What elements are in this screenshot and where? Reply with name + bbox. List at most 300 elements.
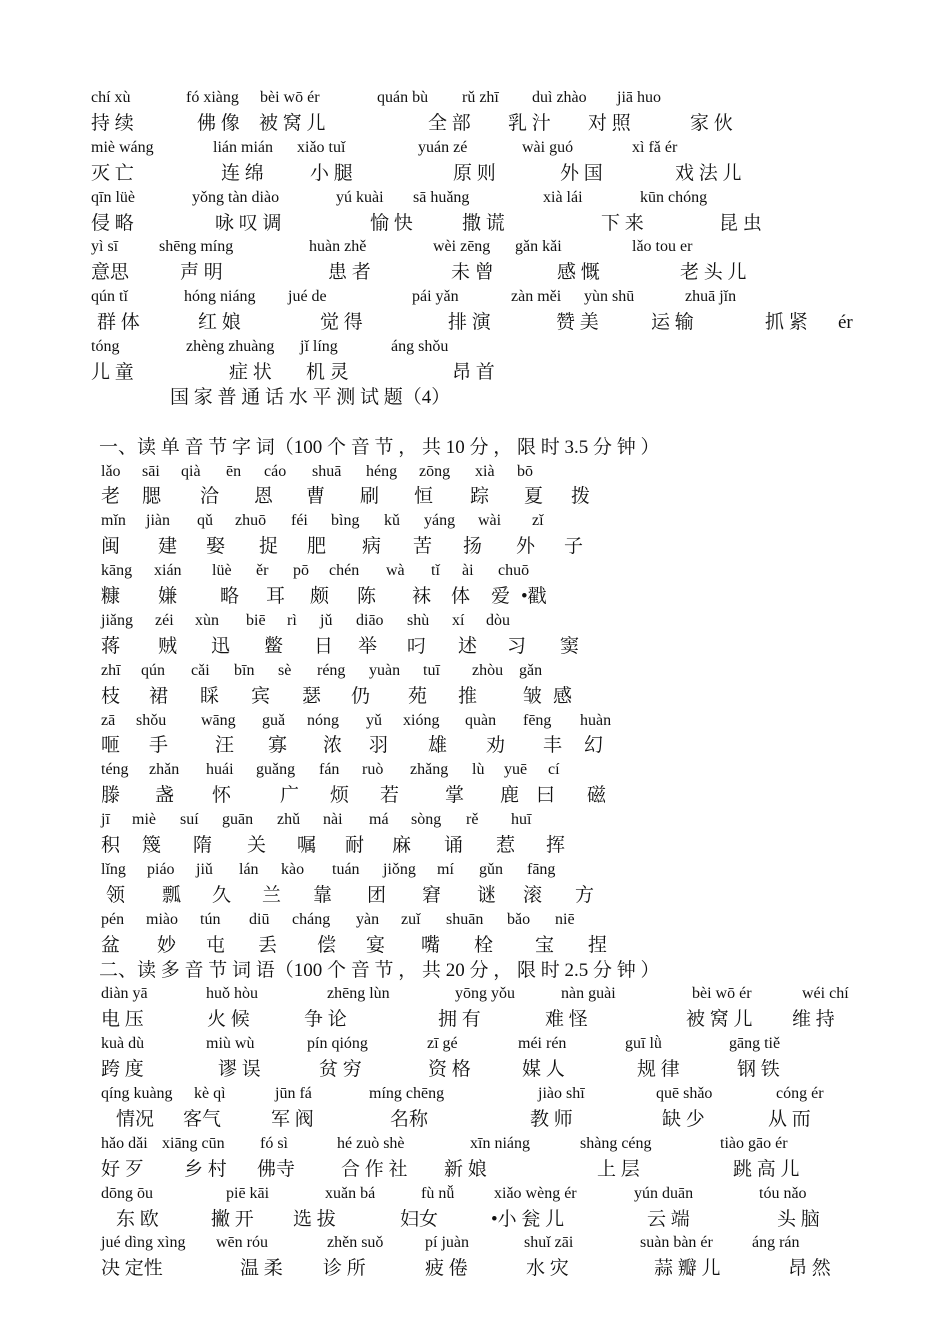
pinyin-word: chuō bbox=[498, 562, 530, 580]
hanzi-word: 被 窝 儿 bbox=[686, 1009, 753, 1031]
hanzi-word: 恩 bbox=[254, 486, 274, 508]
hanzi-word: 广 bbox=[280, 785, 300, 807]
hanzi-word: 谜 bbox=[477, 884, 497, 906]
pinyin-word: lán bbox=[239, 860, 259, 878]
pinyin-word: qún bbox=[141, 661, 165, 679]
hanzi-word: 夏 bbox=[524, 486, 544, 508]
hanzi-word: 电 压 bbox=[101, 1009, 144, 1031]
pinyin-word: kǔ bbox=[384, 512, 400, 530]
hanzi-word: 家 伙 bbox=[690, 112, 733, 134]
pinyin-word: tún bbox=[200, 910, 221, 928]
hanzi-word: 红 娘 bbox=[198, 312, 241, 334]
pinyin-word: pén bbox=[101, 910, 125, 928]
pinyin-word: féi bbox=[291, 512, 308, 530]
pinyin-word: qíng kuàng bbox=[101, 1085, 173, 1102]
pinyin-word: qià bbox=[181, 462, 201, 480]
hanzi-word: 外 国 bbox=[560, 162, 603, 184]
pinyin-word: rì bbox=[287, 611, 297, 629]
pinyin-word: zhēng lùn bbox=[327, 985, 390, 1003]
hanzi-word: 叼 bbox=[407, 635, 427, 657]
pinyin-word: shēng míng bbox=[159, 238, 234, 256]
pinyin-word: xì fǎ ér bbox=[632, 138, 678, 156]
pinyin-word: lǎo bbox=[101, 462, 121, 480]
pinyin-word: cǎi bbox=[191, 661, 210, 679]
pinyin-word: shù bbox=[407, 611, 430, 629]
pinyin-word: cí bbox=[548, 761, 560, 779]
section-heading bbox=[0, 436, 950, 465]
pinyin-word: dòu bbox=[486, 611, 510, 629]
pinyin-word: fāng bbox=[527, 860, 556, 878]
hanzi-word: 子 bbox=[564, 536, 584, 558]
hanzi-word: 鹿 bbox=[500, 785, 520, 807]
hanzi-word: 宴 bbox=[366, 934, 386, 956]
pinyin-word: bō bbox=[517, 462, 533, 480]
pinyin-word: héng bbox=[366, 462, 398, 480]
hanzi-line bbox=[0, 737, 950, 763]
hanzi-word: 惹 bbox=[496, 835, 516, 856]
pinyin-word: rě bbox=[466, 811, 479, 829]
pinyin-word: guān bbox=[222, 811, 254, 829]
hanzi-word: 新 娘 bbox=[444, 1158, 487, 1180]
hanzi-word: 苑 bbox=[408, 685, 428, 707]
hanzi-word: 侵 略 bbox=[91, 212, 134, 234]
pinyin-word: diāo bbox=[356, 611, 384, 629]
hanzi-word: 烦 bbox=[330, 785, 350, 807]
hanzi-word: 撇 开 bbox=[211, 1208, 254, 1230]
pinyin-word: yuàn bbox=[369, 661, 401, 679]
hanzi-word: 篾 bbox=[142, 835, 162, 856]
pinyin-word: bīn bbox=[234, 661, 255, 679]
hanzi-word: 声 明 bbox=[180, 262, 223, 284]
pinyin-word: yǒng tàn diào bbox=[192, 188, 280, 206]
hanzi-word: 嫌 bbox=[158, 586, 178, 607]
hanzi-word: 栓 bbox=[474, 934, 494, 956]
hanzi-word: 仍 bbox=[351, 685, 371, 707]
hanzi-word: 云 端 bbox=[647, 1208, 690, 1230]
hanzi-word: 老 头 儿 bbox=[680, 262, 747, 284]
hanzi-line bbox=[0, 1208, 950, 1237]
hanzi-line bbox=[0, 635, 950, 664]
hanzi-word: 睬 bbox=[200, 685, 220, 707]
hanzi-word: 情况 bbox=[116, 1108, 155, 1130]
hanzi-word: 咏 叹 调 bbox=[215, 212, 282, 234]
pinyin-word: lù bbox=[472, 761, 485, 779]
pinyin-word: dōng ōu bbox=[101, 1184, 153, 1202]
pinyin-word: jué de bbox=[288, 288, 327, 306]
pinyin-word: hǎo dǎi bbox=[101, 1134, 148, 1152]
hanzi-word: 娶 bbox=[206, 536, 226, 558]
hanzi-word: 疲 倦 bbox=[425, 1258, 468, 1280]
pinyin-word: sè bbox=[278, 661, 292, 679]
hanzi-word: 述 bbox=[458, 635, 478, 657]
hanzi-word: 建 bbox=[158, 536, 178, 558]
pinyin-word: cóng ér bbox=[776, 1085, 824, 1102]
pinyin-word: zā bbox=[101, 711, 116, 729]
hanzi-word: 客气 bbox=[183, 1108, 222, 1130]
hanzi-word: 浓 bbox=[323, 735, 343, 757]
hanzi-word: 盆 bbox=[101, 934, 121, 956]
hanzi-word: 耐 bbox=[345, 835, 365, 856]
hanzi-word: 规 律 bbox=[637, 1059, 680, 1081]
pinyin-word: xuǎn bá bbox=[325, 1184, 376, 1202]
pinyin-word: fù nǚ bbox=[421, 1184, 455, 1202]
hanzi-line bbox=[0, 212, 950, 241]
pinyin-word: shǒu bbox=[136, 711, 167, 729]
hanzi-line bbox=[0, 361, 950, 390]
hanzi-word: 昂 然 bbox=[788, 1258, 831, 1280]
hanzi-word: 诊 所 bbox=[323, 1258, 366, 1280]
hanzi-word: 裙 bbox=[149, 685, 169, 707]
hanzi-line bbox=[0, 1158, 950, 1187]
hanzi-line bbox=[0, 1260, 950, 1286]
hanzi-word: 捏 bbox=[588, 934, 608, 956]
pinyin-word: pái yǎn bbox=[412, 288, 459, 306]
hanzi-word: 恒 bbox=[414, 486, 434, 508]
pinyin-word: xiāng cūn bbox=[162, 1134, 225, 1152]
pinyin-word: rǔ zhī bbox=[462, 89, 499, 106]
hanzi-word: 连 绵 bbox=[221, 162, 264, 184]
hanzi-word: 乡 村 bbox=[184, 1158, 227, 1180]
pinyin-word: miù wù bbox=[206, 1035, 255, 1053]
pinyin-line bbox=[0, 663, 950, 689]
hanzi-word: 久 bbox=[212, 884, 232, 906]
hanzi-word: 排 演 bbox=[448, 312, 491, 334]
hanzi-word: 幻 bbox=[584, 735, 604, 757]
hanzi-word: 举 bbox=[358, 635, 378, 657]
pinyin-word: gǎn kǎi bbox=[515, 238, 562, 256]
hanzi-word: 屯 bbox=[206, 934, 226, 956]
pinyin-word: piē kāi bbox=[226, 1184, 270, 1202]
hanzi-word: 方 bbox=[575, 884, 595, 906]
hanzi-word: 儿 童 bbox=[91, 361, 134, 383]
hanzi-word: 钢 铁 bbox=[737, 1059, 780, 1081]
hanzi-word: 手 bbox=[149, 735, 169, 757]
hanzi-word: 贫 穷 bbox=[319, 1059, 362, 1081]
hanzi-word: 贼 bbox=[158, 635, 178, 657]
pinyin-word: suí bbox=[180, 811, 199, 829]
pinyin-word: qún tǐ bbox=[91, 288, 128, 306]
hanzi-word: 缺 少 bbox=[662, 1108, 705, 1130]
pinyin-word: qīn lüè bbox=[91, 188, 135, 206]
hanzi-word: 窘 bbox=[422, 884, 442, 906]
pinyin-word: wéi chí bbox=[802, 985, 849, 1003]
hanzi-line bbox=[0, 1061, 950, 1087]
pinyin-word: piáo bbox=[147, 860, 175, 878]
hanzi-word: 推 bbox=[458, 685, 478, 707]
pinyin-word: yǔ bbox=[366, 711, 382, 729]
hanzi-line bbox=[0, 112, 950, 141]
hanzi-word: 名称 bbox=[390, 1108, 429, 1130]
pinyin-word: shuǐ zāi bbox=[524, 1234, 574, 1252]
pinyin-word: sòng bbox=[411, 811, 442, 829]
pinyin-word: míng chēng bbox=[369, 1085, 445, 1102]
hanzi-word: 腮 bbox=[142, 486, 162, 508]
hanzi-word: 隋 bbox=[193, 835, 213, 856]
hanzi-word: 挥 bbox=[546, 835, 566, 856]
pinyin-word: wài guó bbox=[522, 138, 574, 156]
hanzi-word: 怀 bbox=[212, 785, 232, 807]
pinyin-word: xià lái bbox=[543, 188, 583, 206]
pinyin-word: xióng bbox=[403, 711, 440, 729]
pinyin-word: kuà dù bbox=[101, 1035, 145, 1053]
hanzi-word: 瓢 bbox=[162, 884, 182, 906]
pinyin-word: zéi bbox=[155, 611, 174, 629]
pinyin-word: jiā huo bbox=[617, 89, 661, 106]
hanzi-word: 撒 谎 bbox=[462, 212, 505, 234]
pinyin-word: fēng bbox=[523, 711, 552, 729]
hanzi-word: 宾 bbox=[251, 685, 271, 707]
pinyin-word: wāng bbox=[201, 711, 236, 729]
pinyin-word: huái bbox=[206, 761, 234, 779]
pinyin-word: ruò bbox=[362, 761, 384, 779]
pinyin-word: yú kuài bbox=[336, 188, 384, 206]
hanzi-word: 感 慨 bbox=[557, 262, 600, 284]
hanzi-word: 陈 bbox=[357, 586, 377, 607]
hanzi-word: 小 腿 bbox=[310, 162, 353, 184]
pinyin-word: xí bbox=[452, 611, 465, 629]
hanzi-word: 赞 美 bbox=[556, 312, 599, 334]
pinyin-line bbox=[0, 912, 950, 938]
hanzi-line bbox=[0, 837, 950, 863]
pinyin-word: bǎo bbox=[507, 910, 531, 928]
hanzi-word: 好 歹 bbox=[101, 1158, 144, 1180]
pinyin-word: diàn yā bbox=[101, 985, 148, 1003]
pinyin-word: jiào shī bbox=[538, 1085, 585, 1102]
hanzi-word: 抓 紧 bbox=[765, 312, 808, 334]
pinyin-word: kào bbox=[281, 860, 305, 878]
hanzi-word: 佛 像 bbox=[197, 112, 240, 134]
pinyin-word: yōng yǒu bbox=[455, 985, 515, 1003]
hanzi-word: 昂 首 bbox=[452, 361, 495, 383]
hanzi-word: 诵 bbox=[444, 835, 464, 856]
hanzi-word: 捉 bbox=[259, 536, 279, 558]
pinyin-word: má bbox=[369, 811, 389, 829]
test-title: 国 家 普 通 话 水 平 测 试 题（4） bbox=[170, 386, 451, 408]
pinyin-word: yún duān bbox=[634, 1184, 694, 1202]
pinyin-word: quàn bbox=[465, 711, 497, 729]
pinyin-word: tóu nǎo bbox=[759, 1184, 807, 1202]
pinyin-word: nóng bbox=[307, 711, 339, 729]
hanzi-word: 东 欧 bbox=[116, 1208, 159, 1230]
hanzi-word: 火 候 bbox=[207, 1009, 250, 1031]
pinyin-word: hóng niáng bbox=[184, 288, 256, 306]
pinyin-word: lǎo tou er bbox=[632, 238, 693, 256]
pinyin-word: guī lǜ bbox=[625, 1035, 662, 1053]
hanzi-line bbox=[0, 538, 950, 564]
hanzi-word: 佛寺 bbox=[257, 1158, 296, 1180]
pinyin-word: miào bbox=[146, 910, 178, 928]
pinyin-word: sāi bbox=[142, 462, 160, 480]
hanzi-word: 洽 bbox=[200, 486, 220, 508]
hanzi-word: 闽 bbox=[101, 536, 121, 558]
pinyin-word: quē shǎo bbox=[656, 1085, 713, 1102]
hanzi-word: 昆 虫 bbox=[719, 212, 762, 234]
pinyin-line bbox=[0, 1186, 950, 1212]
pinyin-line bbox=[0, 713, 950, 739]
hanzi-word: 运 输 bbox=[651, 312, 694, 334]
hanzi-word: 持 续 bbox=[91, 112, 134, 134]
pinyin-word: wà bbox=[386, 562, 405, 580]
section-heading bbox=[0, 959, 950, 988]
pinyin-word: nàn guài bbox=[561, 985, 616, 1003]
pinyin-word: tuán bbox=[332, 860, 360, 878]
pinyin-word: zuǐ bbox=[401, 910, 421, 928]
pinyin-line bbox=[0, 190, 950, 216]
pinyin-word: niē bbox=[555, 910, 575, 928]
hanzi-line bbox=[0, 264, 950, 290]
hanzi-word: 病 bbox=[362, 536, 382, 558]
pinyin-word: zhǔ bbox=[277, 811, 301, 829]
pinyin-word: fán bbox=[319, 761, 340, 779]
pinyin-word: miè wáng bbox=[91, 138, 154, 156]
hanzi-word: 习 bbox=[507, 635, 527, 657]
pinyin-word: guǎ bbox=[262, 711, 286, 729]
hanzi-word: 机 灵 bbox=[306, 361, 349, 383]
hanzi-word: 磁 bbox=[587, 785, 607, 807]
pinyin-word: kūn chóng bbox=[640, 188, 708, 206]
pinyin-word: shuān bbox=[446, 910, 484, 928]
hanzi-word: 扬 bbox=[463, 536, 483, 558]
hanzi-word: 妙 bbox=[157, 934, 177, 956]
hanzi-word: 关 bbox=[247, 835, 267, 856]
pinyin-word: tǐ bbox=[431, 562, 440, 580]
hanzi-word: 若 bbox=[380, 785, 400, 807]
pinyin-word: tuī bbox=[423, 661, 440, 679]
pinyin-word: bèi wō ér bbox=[260, 89, 320, 106]
hanzi-word: 温 柔 bbox=[240, 1258, 283, 1280]
hanzi-word: 曹 bbox=[306, 486, 326, 508]
hanzi-word: 军 阀 bbox=[271, 1108, 314, 1130]
pinyin-word: xùn bbox=[195, 611, 219, 629]
hanzi-word: 群 体 bbox=[97, 312, 140, 334]
pinyin-word: jǐ líng bbox=[300, 338, 338, 355]
hanzi-word: 被 窝 儿 bbox=[259, 112, 326, 134]
hanzi-word: 合 作 社 bbox=[341, 1158, 408, 1180]
pinyin-word: bèi wō ér bbox=[692, 985, 752, 1003]
pinyin-word: jūn fá bbox=[275, 1085, 312, 1102]
hanzi-word: 从 而 bbox=[768, 1108, 811, 1130]
pinyin-word: kè qì bbox=[194, 1085, 226, 1102]
pinyin-word: yuē bbox=[504, 761, 528, 779]
hanzi-word: 羽 bbox=[369, 735, 389, 757]
hanzi-word: 选 拔 bbox=[293, 1208, 336, 1230]
hanzi-word: 对 照 bbox=[588, 112, 631, 134]
hanzi-word: 原 则 bbox=[453, 162, 496, 184]
pinyin-word: gāng tiě bbox=[729, 1035, 781, 1053]
hanzi-line bbox=[0, 162, 950, 191]
hanzi-word: 踪 bbox=[470, 486, 490, 508]
pinyin-word: huàn zhě bbox=[309, 238, 367, 256]
hanzi-word: 曰 bbox=[536, 785, 556, 807]
hanzi-line bbox=[0, 488, 950, 514]
hanzi-word: 滚 bbox=[523, 884, 543, 906]
hanzi-word: 维 持 bbox=[792, 1009, 835, 1031]
hanzi-word: 咂 bbox=[101, 735, 121, 757]
hanzi-word: 颇 bbox=[310, 586, 330, 607]
hanzi-word: 蒜 瓣 儿 bbox=[654, 1258, 721, 1280]
pinyin-word: xiǎo wèng ér bbox=[494, 1184, 577, 1202]
pinyin-word: pín qióng bbox=[307, 1035, 368, 1053]
pinyin-word: yàn bbox=[356, 910, 380, 928]
hanzi-word: 乳 汁 bbox=[508, 112, 551, 134]
section-title: 一、读 单 音 节 字 词（100 个 音 节 ， 共 10 分 ， 限 时 3.5 分 钟 ） bbox=[99, 436, 660, 458]
hanzi-line bbox=[0, 934, 950, 963]
hanzi-word: 鳖 bbox=[264, 635, 284, 657]
pinyin-word: zhǎng bbox=[410, 761, 449, 779]
pinyin-word: miè bbox=[132, 811, 156, 829]
hanzi-word: 汪 bbox=[215, 735, 235, 757]
hanzi-word: 戏 法 儿 bbox=[675, 162, 742, 184]
pinyin-word: xián bbox=[154, 562, 182, 580]
pinyin-word: cáo bbox=[264, 462, 287, 480]
hanzi-word: 全 部 bbox=[428, 112, 471, 134]
pinyin-word: qǔ bbox=[197, 512, 213, 530]
hanzi-word: 麻 bbox=[392, 835, 412, 856]
pinyin-word: diū bbox=[249, 910, 270, 928]
hanzi-word: 愉 快 bbox=[370, 212, 413, 234]
hanzi-word: 滕 bbox=[101, 785, 121, 807]
pinyin-word: jiǔ bbox=[196, 860, 213, 878]
hanzi-word: 宝 bbox=[535, 934, 555, 956]
hanzi-word: 外 bbox=[516, 536, 536, 558]
pinyin-word: zhěn suǒ bbox=[327, 1234, 384, 1252]
hanzi-line bbox=[0, 1108, 950, 1137]
hanzi-word: 掌 bbox=[445, 785, 465, 807]
pinyin-word: tóng bbox=[91, 338, 120, 355]
pinyin-word: chén bbox=[329, 562, 360, 580]
pinyin-word: huī bbox=[511, 811, 532, 829]
pinyin-word: quán bù bbox=[377, 89, 429, 106]
pinyin-word: shuā bbox=[312, 462, 342, 480]
hanzi-word: 妇女 bbox=[400, 1208, 439, 1230]
hanzi-word: 争 论 bbox=[304, 1009, 347, 1031]
hanzi-word: 苦 bbox=[413, 536, 433, 558]
pinyin-word: lüè bbox=[212, 562, 232, 580]
pinyin-word: huǒ hòu bbox=[206, 985, 258, 1003]
section-title: 二、读 多 音 节 词 语（100 个 音 节 ， 共 20 分 ， 限 时 2.5 分 钟 ） bbox=[99, 959, 660, 981]
pinyin-word: mǐn bbox=[101, 512, 126, 530]
pinyin-line bbox=[0, 862, 950, 888]
pinyin-word: yuán zé bbox=[418, 138, 468, 156]
pinyin-word: huàn bbox=[580, 711, 612, 729]
pinyin-word: gǎn bbox=[519, 661, 543, 679]
pinyin-line bbox=[0, 762, 950, 788]
hanzi-word: 兰 bbox=[262, 884, 282, 906]
pinyin-word: zǐ bbox=[532, 512, 544, 530]
hanzi-line bbox=[0, 685, 950, 714]
hanzi-word: 教 师 bbox=[530, 1108, 573, 1130]
hanzi-word: 跳 高 儿 bbox=[733, 1158, 800, 1180]
hanzi-word: 略 bbox=[220, 586, 240, 607]
pinyin-word: zhuā jǐn bbox=[685, 288, 737, 306]
pinyin-line bbox=[0, 90, 950, 116]
hanzi-word: 症 状 bbox=[229, 361, 272, 383]
hanzi-word: 老 bbox=[101, 486, 121, 508]
pinyin-word: lǐng bbox=[101, 860, 126, 878]
pinyin-word: biē bbox=[246, 611, 266, 629]
pinyin-word: áng shǒu bbox=[391, 338, 449, 355]
pinyin-word: lián mián bbox=[213, 138, 273, 156]
hanzi-word: 领 bbox=[106, 884, 126, 906]
pinyin-word: hé zuò shè bbox=[337, 1134, 405, 1152]
hanzi-word: 糠 bbox=[101, 586, 121, 607]
pinyin-word: bìng bbox=[331, 512, 360, 530]
pinyin-word: réng bbox=[317, 661, 346, 679]
hanzi-word: 未 曾 bbox=[451, 262, 494, 284]
hanzi-word: 上 层 bbox=[597, 1158, 640, 1180]
pinyin-word: gǔn bbox=[479, 860, 503, 878]
hanzi-line bbox=[0, 588, 950, 614]
